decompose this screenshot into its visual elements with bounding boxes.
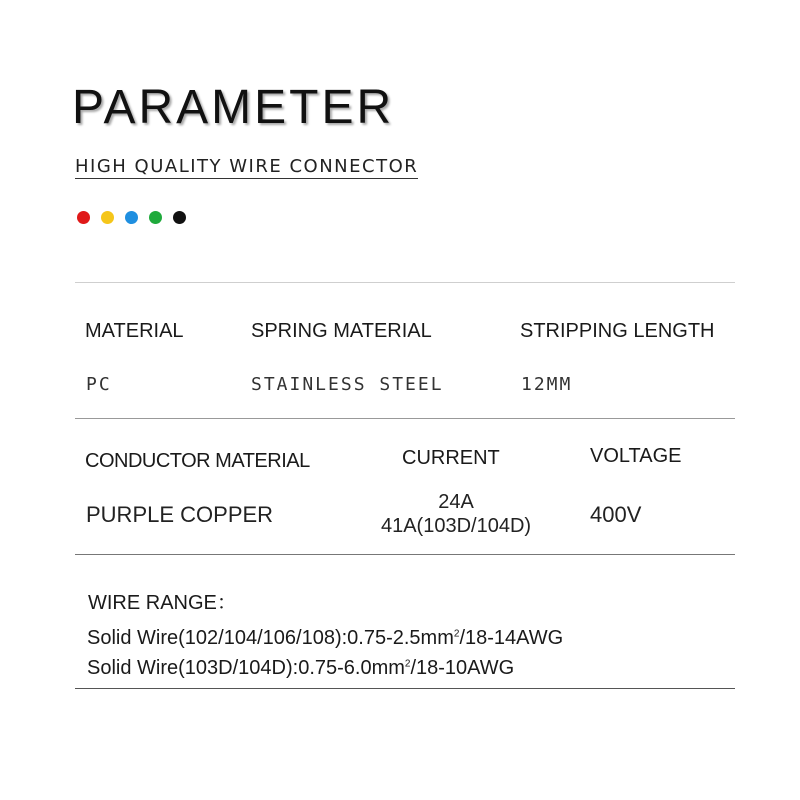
page-title: PARAMETER [72,81,395,134]
wire-range-line-1-awg: /18-14AWG [459,627,564,649]
blue-dot-icon [125,211,138,224]
conductor-material-label: CONDUCTOR MATERIAL [85,450,310,472]
current-values [366,490,546,538]
superscript: 2 [453,628,460,640]
color-dots [77,211,186,224]
voltage-label: VOLTAGE [590,445,682,467]
wire-range-line-2-text: Solid Wire(103D/104D):0.75-6.0mm [87,657,405,679]
stripping-length-value: 12MM [521,374,573,395]
superscript: 2 [404,658,411,670]
divider [75,418,735,419]
material-label: MATERIAL [85,320,184,342]
spring-material-value: STAINLESS STEEL [251,374,444,395]
green-dot-icon [149,211,162,224]
yellow-dot-icon [101,211,114,224]
divider [75,688,735,689]
spring-material-label: SPRING MATERIAL [251,320,432,342]
material-value: PC [86,374,112,395]
wire-range-line-2-awg: /18-10AWG [410,657,515,679]
page-subtitle: HIGH QUALITY WIRE CONNECTOR [75,156,419,177]
divider [75,554,735,555]
stripping-length-label: STRIPPING LENGTH [520,320,715,342]
wire-range-line-2 [87,657,514,680]
current-value-standard: 24A [438,491,474,513]
red-dot-icon [77,211,90,224]
wire-range-label: WIRE RANGE： [88,592,237,614]
wire-range-line-1 [87,627,563,650]
wire-range-line-1-text: Solid Wire(102/104/106/108):0.75-2.5mm [87,627,454,649]
conductor-material-value: PURPLE COPPER [86,502,274,527]
current-value-extended: 41A(103D/104D) [380,515,532,537]
voltage-value: 400V [590,502,642,527]
black-dot-icon [173,211,186,224]
divider [75,282,735,283]
current-label: CURRENT [402,447,500,469]
